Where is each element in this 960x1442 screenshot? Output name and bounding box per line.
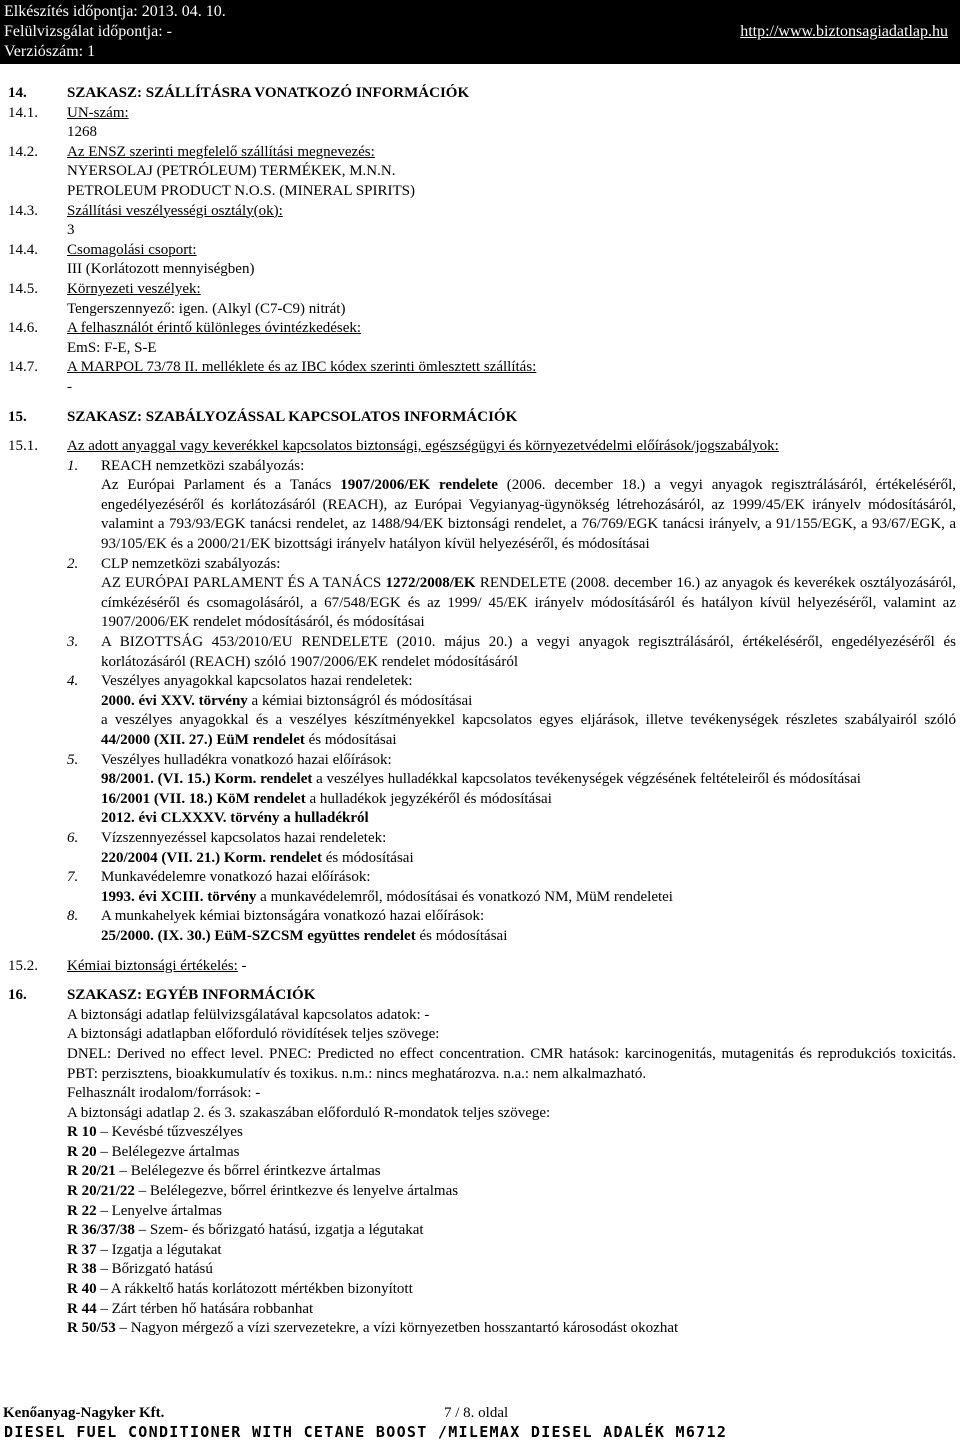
header-info [4,2,226,62]
r-phrase-item: R 10 – Kevésbé tűzveszélyes [67,1124,243,1141]
item-number: 3. [67,634,79,651]
subsection-14-3 [0,202,956,241]
r-phrase-item: R 37 – Izgatja a légutakat [67,1241,222,1258]
r-phrase-item: R 20/21 – Belélegezve és bőrrel érintkezve ártalmas [67,1163,381,1180]
r-phrase-item: R 22 – Lenyelve ártalmas [67,1202,222,1219]
section-15-heading [0,408,956,428]
item-heading: Vízszennyezéssel kapcsolatos hazai rendeletek: [101,829,387,846]
item-line: 1993. évi XCIII. törvény a munkavédelemről, módosításai és vonatkozó NM, MüM rendeletei [101,888,673,905]
r-phrase-item: R 20 – Belélegezve ártalmas [67,1143,240,1160]
item-number: 4. [67,673,79,690]
section-16-body [67,1006,956,1339]
item-line: 2000. évi XXV. törvény a kémiai biztonságról és módosításai [101,692,473,709]
item-number: 1. [67,457,79,474]
section-number: 14. [8,85,27,101]
subsection-number: 14.2. [8,143,38,160]
subsection-14-2 [0,143,956,202]
regulation-item-7 [67,868,956,907]
subsection-number: 14.5. [8,280,38,297]
revision-info: A biztonsági adatlap felülvizsgálatával kapcsolatos adatok: - [67,1006,430,1023]
subsection-number: 15.2. [8,957,38,974]
subsection-label: Az adott anyaggal vagy keverékkel kapcsolatos biztonsági, egészségügyi és környezetvédelmi előírások/jogszabályok: [67,438,779,455]
regulation-item-1 [67,457,956,555]
page-footer [0,1403,960,1423]
regulation-item-4 [67,672,956,750]
subsection-value: 3 [67,222,75,239]
abbreviations-heading: A biztonsági adatlapban előforduló rövidítések teljes szövege: [67,1026,440,1043]
subsection-number: 14.3. [8,202,38,219]
section-16-heading [0,986,956,1006]
item-number: 6. [67,829,79,846]
item-line: 25/2000. (IX. 30.) EüM-SZCSM együttes rendelet és módosításai [101,927,508,944]
r-phrases-heading: A biztonsági adatlap 2. és 3. szakaszában előforduló R-mondatok teljes szövege: [67,1104,551,1121]
abbreviations-text: DNEL: Derived no effect level. PNEC: Predicted no effect concentration. CMR hatások: karcinogenitás, mutagenitás és reprodukciós toxicitás. PBT: perzisztens, bioakkumulatív és toxikus. n.m.: nincs meghatározva. n.a.: nem alkalmazható. [67,1045,956,1082]
r-phrase-item: R 20/21/22 – Belélegezve, bőrrel érintkezve és lenyelve ártalmas [67,1183,459,1200]
subsection-label: A MARPOL 73/78 II. melléklete és az IBC kódex szerinti ömlesztett szállítás: [67,359,537,376]
subsection-number: 14.4. [8,241,38,258]
r-phrase-item: R 36/37/38 – Szem- és bőrizgató hatású, izgatja a légutakat [67,1222,424,1239]
subsection-label: UN-szám: [67,104,129,121]
subsection-number: 14.7. [8,359,38,376]
subsection-14-4 [0,241,956,280]
creation-date: Elkészítés időpontja: 2013. 04. 10. [4,3,226,20]
item-heading: A munkahelyek kémiai biztonságára vonatkozó hazai előírások: [101,908,485,925]
page-number: 7 / 8. oldal [444,1405,509,1421]
item-heading: Munkavédelemre vonatkozó hazai előírások: [101,869,371,886]
section-14-heading [0,84,956,104]
item-text: A BIZOTTSÁG 453/2010/EU RENDELETE (2010. május 20.) a vegyi anyagok regisztrálásáról, értékeléséről, engedélyezéséről és korlátozásáról (REACH) szóló 1907/2006/EK rendelet módosításáról [101,634,956,670]
item-line: 220/2004 (VII. 21.) Korm. rendelet és módosításai [101,849,414,866]
subsection-15-2 [0,957,956,977]
subsection-label: Kémiai biztonsági értékelés: [67,957,238,974]
item-heading: Veszélyes anyagokkal kapcsolatos hazai rendeletek: [101,673,413,690]
subsection-number: 15.1. [8,438,38,455]
subsection-14-6 [0,319,956,358]
item-number: 5. [67,751,79,768]
header-url-link[interactable]: http://www.biztonsagiadatlap.hu [740,23,948,40]
subsection-14-1 [0,104,956,143]
subsection-value: PETROLEUM PRODUCT N.O.S. (MINERAL SPIRITS) [67,182,415,199]
section-number: 15. [8,408,27,425]
r-phrase-item: R 50/53 – Nagyon mérgező a vízi szervezetekre, a vízi környezetben hosszantartó károsodást okozhat [67,1320,679,1337]
subsection-value: NYERSOLAJ (PETRÓLEUM) TERMÉKEK, M.N.N. [67,163,396,180]
section-title: SZAKASZ: EGYÉB INFORMÁCIÓK [67,987,316,1004]
subsection-14-5 [0,280,956,319]
r-phrase-item: R 38 – Bőrizgató hatású [67,1261,213,1278]
regulation-item-5 [67,751,956,829]
subsection-number: 14.1. [8,104,38,121]
item-line: 16/2001 (VII. 18.) KöM rendelet a hulladékok jegyzékéről és módosításai [101,790,552,807]
item-text: AZ EURÓPAI PARLAMENT ÉS A TANÁCS 1272/2008/EK RENDELETE (2008. december 16.) az anyagok és keverékek osztályozásáról, címkézéséről és csomagolásáról, a 67/548/EGK és az 1999/ 45/EK irányelv módosításáról és hatályon kívül helyezéséről, valamint az 1907/2006/EK rendelet módosításáról, és módosításai [101,575,956,631]
item-heading: REACH nemzetközi szabályozás: [101,457,305,474]
revision-date: Felülvizsgálat időpontja: - [4,23,172,40]
item-number: 8. [67,908,79,925]
section-title: SZAKASZ: SZÁLLÍTÁSRA VONATKOZÓ INFORMÁCIÓK [67,85,470,101]
regulation-item-3 [67,633,956,672]
subsection-value: Tengerszennyező: igen. (Alkyl (C7-C9) nitrát) [67,300,346,317]
section-number: 16. [8,987,27,1004]
subsection-label: A felhasználót érintő különleges óvintézkedések: [67,320,362,337]
references-info: Felhasznált irodalom/források: - [67,1085,261,1102]
subsection-value: - [237,957,247,974]
version-number: Verziószám: 1 [4,43,96,60]
item-line: 2012. évi CLXXXV. törvény a hulladékról [101,810,369,827]
company-name: Kenőanyag-Nagyker Kft. [3,1405,165,1421]
subsection-value: - [67,378,72,395]
item-number: 2. [67,555,79,572]
subsection-label: Az ENSZ szerinti megfelelő szállítási megnevezés: [67,143,375,160]
subsection-label: Szállítási veszélyességi osztály(ok): [67,202,283,219]
item-heading: CLP nemzetközi szabályozás: [101,555,281,572]
product-name-footer: DIESEL FUEL CONDITIONER WITH CETANE BOOST /MILEMAX DIESEL ADALÉK M6712 [4,1423,728,1441]
page-header [0,0,960,64]
subsection-label: Környezeti veszélyek: [67,280,201,297]
subsection-value: 1268 [67,124,97,141]
item-line: 98/2001. (VI. 15.) Korm. rendelet a veszélyes hulladékkal kapcsolatos tevékenységek végzésének feltételeiről és módosításai [101,771,861,788]
item-text: Az Európai Parlament és a Tanács 1907/2006/EK rendelete (2006. december 18.) a vegyi anyagok regisztrálásáról, értékeléséről, engedélyezéséről és korlátozásáról (REACH), az Európai Vegyianyag-ügynökség létrehozásáról, az 1999/45/EK irányelv módosításáról, valamint a 793/93/EGK tanácsi rendelet, az 1488/94/EK biztonsági rendelet, a 76/769/EGK tanácsi irányelv, a 91/155/EGK, a 93/67/EGK, a 93/105/EK és a 2000/21/EK bizottsági irányelv hatályon kívül helyezéséről, és módosításai [101,477,957,553]
subsection-value: III (Korlátozott mennyiségben) [67,261,255,278]
regulation-item-6 [67,829,956,868]
item-heading: Veszélyes hulladékra vonatkozó hazai előírások: [101,751,392,768]
item-number: 7. [67,869,79,886]
subsection-15-1 [0,437,956,457]
regulation-item-2 [67,555,956,633]
subsection-number: 14.6. [8,320,38,337]
r-phrase-item: R 44 – Zárt térben hő hatására robbanhat [67,1300,314,1317]
document-body [0,84,956,1339]
regulation-item-8 [67,907,956,946]
section-title: SZAKASZ: SZABÁLYOZÁSSAL KAPCSOLATOS INFORMÁCIÓK [67,408,518,425]
subsection-value: EmS: F-E, S-E [67,339,157,356]
subsection-label: Csomagolási csoport: [67,241,197,258]
r-phrase-item: R 40 – A rákkeltő hatás korlátozott mértékben bizonyított [67,1281,413,1298]
item-line: a veszélyes anyagokkal és a veszélyes készítményekkel kapcsolatos egyes eljárások, illetve tevékenységek részletes szabályairól szóló 44/2000 (XII. 27.) EüM rendelet és módosításai [101,712,956,748]
subsection-14-7 [0,358,956,397]
